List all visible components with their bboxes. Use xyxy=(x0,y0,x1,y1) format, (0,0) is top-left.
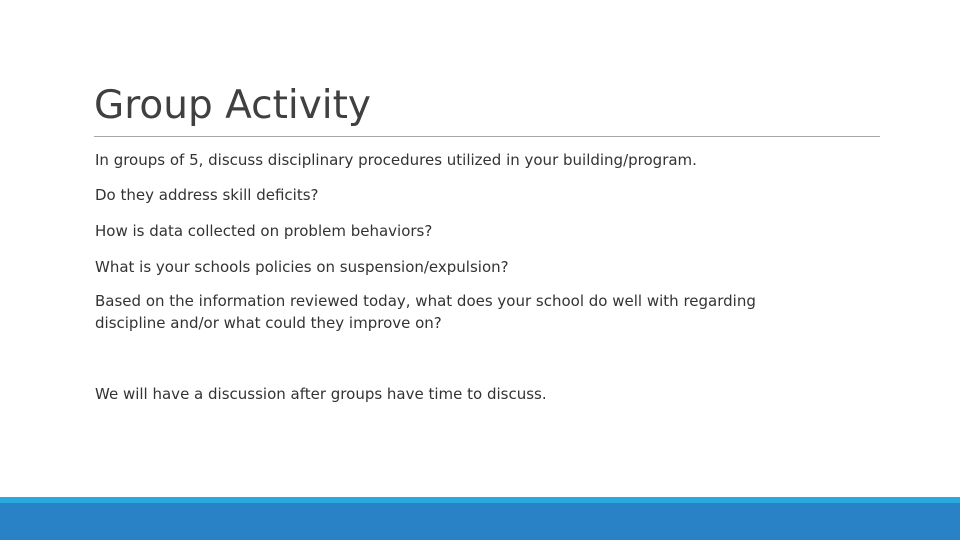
body-paragraph-6: We will have a discussion after groups have time to discuss. xyxy=(95,385,547,403)
body-paragraph-3: How is data collected on problem behaviors? xyxy=(95,222,433,240)
body-paragraph-5: Based on the information reviewed today, what does your school do well with regarding discipline and/or what could they improve on? xyxy=(95,292,756,332)
slide-title: Group Activity xyxy=(94,83,371,128)
body-paragraph-1: In groups of 5, discuss disciplinary procedures utilized in your building/program. xyxy=(95,151,697,169)
body-paragraph-2: Do they address skill deficits? xyxy=(95,186,319,204)
title-divider xyxy=(94,136,880,137)
footer-band xyxy=(0,503,960,540)
body-paragraph-4: What is your schools policies on suspension/expulsion? xyxy=(95,258,509,276)
